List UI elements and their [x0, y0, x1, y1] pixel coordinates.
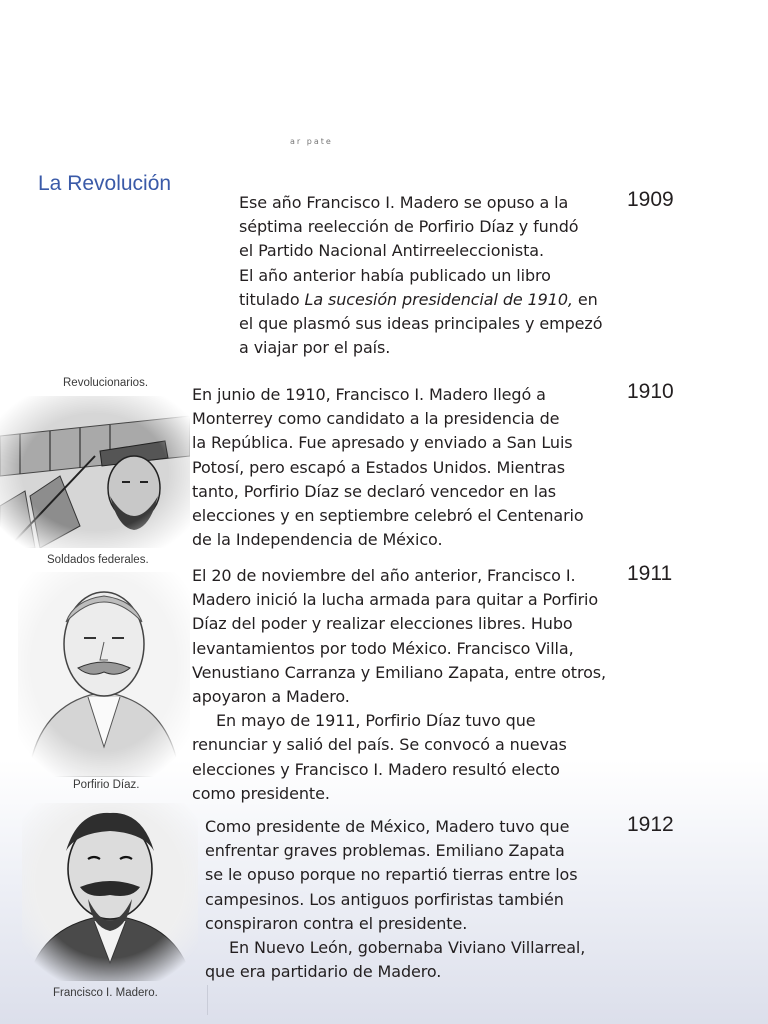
- year-label: 1909: [627, 188, 674, 211]
- text-line: que era partidario de Madero.: [205, 962, 442, 982]
- year-label: 1912: [627, 813, 674, 836]
- text-line: tanto, Porfirio Díaz se declaró vencedor en las: [192, 481, 557, 501]
- porfirio-diaz-portrait: [18, 572, 190, 777]
- text-line: séptima reelección de Porfirio Díaz y fundó: [239, 217, 579, 237]
- text-line: Monterrey como candidato a la presidencia de: [192, 409, 560, 429]
- text-line: en: [572, 289, 598, 309]
- text-line: a viajar por el país.: [239, 338, 391, 358]
- text-line: campesinos. Los antiguos porfiristas también: [205, 889, 564, 909]
- figure-caption: Francisco I. Madero.: [53, 987, 158, 999]
- text-line: de la Independencia de México.: [192, 530, 443, 550]
- text-line: como presidente.: [192, 783, 330, 803]
- text-line: Ese año Francisco I. Madero se opuso a la: [239, 193, 569, 212]
- book-title: La sucesión presidencial de 1910,: [304, 289, 573, 309]
- revolutionaries-illustration: [0, 196, 228, 374]
- text-line: levantamientos por todo México. Francisco Villa,: [192, 638, 574, 658]
- divider-line: [207, 985, 208, 1015]
- text-line: Díaz del poder y realizar elecciones libres. Hubo: [192, 614, 573, 634]
- francisco-madero-portrait: [22, 803, 198, 981]
- text-line: renunciar y salió del país. Se convocó a nuevas: [192, 735, 567, 755]
- text-line: titulado: [239, 289, 305, 309]
- text-line: se le opuso porque no repartió tierras entre los: [205, 865, 578, 885]
- text-line: elecciones y Francisco I. Madero resultó electo: [192, 759, 560, 779]
- stray-mark: ar pate: [290, 137, 333, 146]
- entry-1911-text: [192, 564, 620, 806]
- figure-caption: Soldados federales.: [47, 554, 149, 566]
- entry-1910-text: [192, 383, 620, 552]
- text-line: el Partido Nacional Antirreeleccionista.: [239, 241, 544, 261]
- text-line: Venustiano Carranza y Emiliano Zapata, entre otros,: [192, 662, 606, 682]
- entry-1912-text: [205, 815, 620, 984]
- text-line: el que plasmó sus ideas principales y empezó: [239, 314, 603, 334]
- text-line: En mayo de 1911, Porfirio Díaz tuvo que: [216, 711, 536, 731]
- year-label: 1911: [627, 562, 673, 585]
- federal-soldiers-illustration: [0, 396, 190, 548]
- year-label: 1910: [627, 380, 674, 403]
- text-line: elecciones y en septiembre celebró el Centenario: [192, 506, 584, 526]
- text-line: la República. Fue apresado y enviado a San Luis: [192, 433, 573, 453]
- text-line: apoyaron a Madero.: [192, 687, 350, 707]
- text-line: En junio de 1910, Francisco I. Madero llegó a: [192, 385, 546, 404]
- text-line: El 20 de noviembre del año anterior, Francisco I.: [192, 566, 576, 585]
- entry-1909-text: [239, 191, 619, 360]
- figure-caption: Porfirio Díaz.: [73, 779, 140, 791]
- text-line: En Nuevo León, gobernaba Viviano Villarreal,: [229, 938, 586, 958]
- section-title: La Revolución: [38, 172, 172, 195]
- text-line: Madero inició la lucha armada para quitar a Porfirio: [192, 590, 599, 610]
- text-line: Potosí, pero escapó a Estados Unidos. Mientras: [192, 457, 565, 477]
- text-line: conspiraron contra el presidente.: [205, 913, 468, 933]
- figure-caption: Revolucionarios.: [63, 377, 149, 389]
- text-line: Como presidente de México, Madero tuvo que: [205, 817, 570, 836]
- text-line: enfrentar graves problemas. Emiliano Zapata: [205, 841, 565, 861]
- text-line: El año anterior había publicado un libro: [239, 265, 551, 285]
